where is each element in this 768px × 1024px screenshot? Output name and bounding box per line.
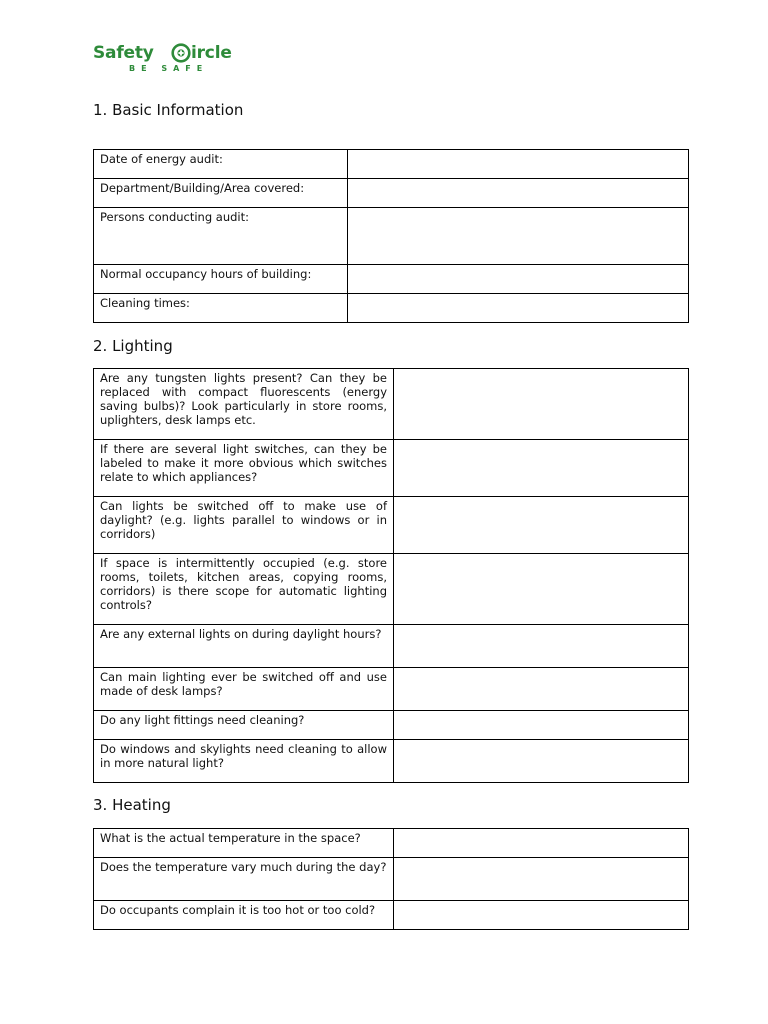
safety-circle-logo xyxy=(93,42,253,76)
answer-field[interactable] xyxy=(394,554,689,625)
question-label: If space is intermittently occupied (e.g. store rooms, toilets, kitchen areas, copying rooms, corridors) is there scope for automatic lighting controls? xyxy=(94,554,394,625)
heating-table xyxy=(93,828,689,930)
table-row xyxy=(94,440,689,497)
answer-field[interactable] xyxy=(394,369,689,440)
answer-field[interactable] xyxy=(394,740,689,783)
table-row xyxy=(94,858,689,901)
table-row xyxy=(94,369,689,440)
section-title-lighting: 2. Lighting xyxy=(93,337,173,355)
answer-field[interactable] xyxy=(394,440,689,497)
answer-field[interactable] xyxy=(394,668,689,711)
table-row xyxy=(94,554,689,625)
table-row xyxy=(94,711,689,740)
question-label: Do any light fittings need cleaning? xyxy=(94,711,394,740)
table-row xyxy=(94,150,689,179)
question-label: What is the actual temperature in the space? xyxy=(94,829,394,858)
answer-field[interactable] xyxy=(394,829,689,858)
table-row xyxy=(94,829,689,858)
question-label: Persons conducting audit: xyxy=(94,208,348,265)
table-row xyxy=(94,179,689,208)
table-row xyxy=(94,901,689,930)
answer-field[interactable] xyxy=(348,294,689,323)
answer-field[interactable] xyxy=(394,625,689,668)
answer-field[interactable] xyxy=(348,265,689,294)
answer-field[interactable] xyxy=(394,497,689,554)
answer-field[interactable] xyxy=(348,208,689,265)
answer-field[interactable] xyxy=(394,901,689,930)
answer-field[interactable] xyxy=(394,858,689,901)
section-title-basic-information: 1. Basic Information xyxy=(93,101,244,119)
lighting-table xyxy=(93,368,689,783)
answer-field[interactable] xyxy=(394,711,689,740)
question-label: Are any tungsten lights present? Can they be replaced with compact fluorescents (energy saving bulbs)? Look particularly in store rooms, uplighters, desk lamps etc. xyxy=(94,369,394,440)
question-label: Normal occupancy hours of building: xyxy=(94,265,348,294)
basic-information-table xyxy=(93,149,689,323)
question-label: Does the temperature vary much during the day? xyxy=(94,858,394,901)
question-label: Date of energy audit: xyxy=(94,150,348,179)
table-row xyxy=(94,740,689,783)
question-label: Cleaning times: xyxy=(94,294,348,323)
question-label: Do windows and skylights need cleaning to allow in more natural light? xyxy=(94,740,394,783)
question-label: Can main lighting ever be switched off and use made of desk lamps? xyxy=(94,668,394,711)
table-row xyxy=(94,625,689,668)
answer-field[interactable] xyxy=(348,179,689,208)
section-title-heating: 3. Heating xyxy=(93,796,171,814)
answer-field[interactable] xyxy=(348,150,689,179)
logo-word-ircle: ircle xyxy=(191,43,232,63)
circle-cross-icon xyxy=(171,43,191,63)
question-label: If there are several light switches, can they be labeled to make it more obvious which switches relate to which appliances? xyxy=(94,440,394,497)
table-row xyxy=(94,208,689,265)
table-row xyxy=(94,668,689,711)
table-row xyxy=(94,294,689,323)
table-row xyxy=(94,497,689,554)
logo-word-safety: Safety xyxy=(93,43,154,63)
question-label: Are any external lights on during daylight hours? xyxy=(94,625,394,668)
table-row xyxy=(94,265,689,294)
question-label: Can lights be switched off to make use of daylight? (e.g. lights parallel to windows or in corridors) xyxy=(94,497,394,554)
question-label: Department/Building/Area covered: xyxy=(94,179,348,208)
question-label: Do occupants complain it is too hot or too cold? xyxy=(94,901,394,930)
logo-tagline: BE SAFE xyxy=(129,64,209,73)
